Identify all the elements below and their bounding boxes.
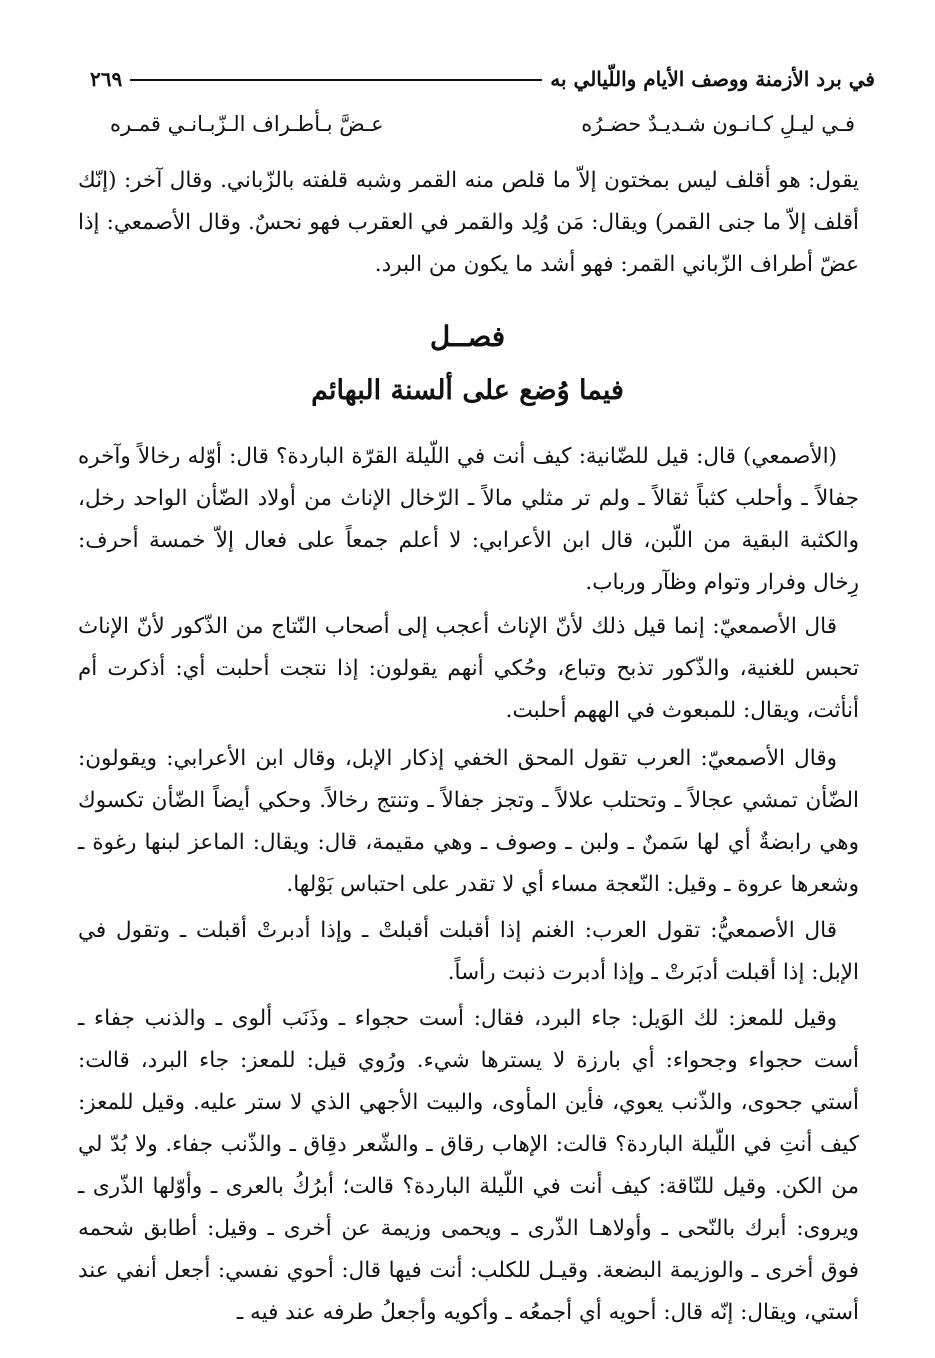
body-block-1 [78, 436, 859, 604]
body-block-4 [78, 910, 859, 994]
header-rule [130, 79, 542, 81]
paragraph-1: (الأصمعي) قال: قيل للضّانية: كيف أنت في اللّيلة القرّة الباردة؟ قال: أوّله رخالاً وآخره جفالاً ـ وأحلب كثباً ثقالاً ـ ولم تر مثلي مالاً ـ الرّخال الإناث من أولاد الضّأن الواحد رخل، والكثبة البقية من اللّبن، قال ابن الأعرابي: لا أعلم جمعاً على فعال إلاّ خمسة أحرف: رِخال وفرار وتوام وظآر ورباب. [78, 444, 859, 595]
section-subheading: فيما وُضع على ألسنة البهائم [311, 375, 624, 406]
verse-second-hemistich: عـضَّ بـأطـراف الـزّبـانـي قمـره [110, 112, 384, 136]
intro-paragraph: يقول: هو أقلف ليس بمختون إلاّ ما قلص منه القمر وشبه قلفته بالزّباني. وقال آخر: (إنّك أقلف إلاّ ما جنى القمر) ويقال: مَن وُلِد والقمر في العقرب فهو نحسٌ. وقال الأصمعي: إذا عضّ أطراف الزّباني القمر: فهو أشد ما يكون من البرد. [78, 168, 859, 277]
paragraph-3: وقال الأصمعيّ: العرب تقول المحق الخفي إذكار الإبل، وقال ابن الأعرابي: ويقولون: الضّأن تمشي عجالاً ـ وتحتلب علالاً ـ وتجز جفالاً ـ وتنتج رخالاً. وحكي أيضاً الضّأن تكسوك وهي رابضةٌ أي لها سَمنٌ ـ ولبن ـ وصوف ـ وهي مقيمة، قال: ويقال: الماعز لبنها رغوة ـ وشعرها عروة ـ وقيل: النّعجة مساء أي لا تقدر على احتباس بَوْلها. [78, 746, 859, 897]
paragraph-5: وقيل للمعز: لك الوَيل: جاء البرد، فقال: أست حجواء ـ وذَنَب ألوى ـ والذنب جفاء ـ أست حجواء وجحواء: أي بارزة لا يسترها شيء. ورُوي قيل: للمعز: جاء البرد، قالت: أستي جحوى، والذّنب يعوي، فأين المأوى، والبيت الأجهي الذي لا ستر عليه. وقيل للمعز: كيف أنتِ في اللّيلة الباردة؟ قالت: الإهاب رقاق ـ والشّعر دقِاق ـ والذّنب جفاء. ولا بُدّ لي من الكن. وقيل للنّاقة: كيف أنت في اللّيلة الباردة؟ قالت؛ أبرُكُ بالعرى ـ وأوّلها الذّرى ـ ويروى: أبرك بالنّحى ـ وأولاهـا الذّرى ـ ويحمى وزيمة عن أخرى ـ وقيل: أطابق شحمه فوق أخرى ـ والوزيمة البضعة. وقيـل للكلب: أنت فيها قال: أحوي نفسي: أجعل أنفي عند أستي، ويقال: إنّه قال: أحويه أي أجمعُه ـ وأكويه وأجعلُ طرفه عند فيه ـ [78, 1006, 859, 1325]
paragraph-2: قال الأصمعيّ: إنما قيل ذلك لأنّ الإناث أعجب إلى أصحاب النّتاج من الذّكور لأنّ الإناث تحبس للغنية، والذّكور تذبح وتباع، وحُكي أنهم يقولون: إذا نتجت أحلبت أي: أذكرت أم أنأثت، ويقال: للمبعوث في الههم أحلبت. [78, 614, 859, 723]
body-block-3 [78, 738, 859, 906]
page-number: ٢٦٩ [90, 67, 123, 91]
page-header [90, 55, 875, 91]
verse-first-hemistich: فـي ليـلِ كـانـون شـديـدٌ حضـرُه [581, 112, 855, 136]
paragraph-4: قال الأصمعيُّ: تقول العرب: الغنم إذا أقبلت أقبلتْ ـ وإذا أدبرتْ أقبلت ـ وتقول في الإبل: إذا أقبلت أدبَرتْ ـ وإذا أدبرت ذنبت رأساً. [78, 918, 859, 985]
body-block-2 [78, 606, 859, 732]
poetry-verse [110, 112, 855, 148]
running-title: في برد الأزمنة ووصف الأيام واللّيالي به [550, 67, 875, 91]
intro-block [78, 160, 859, 286]
body-block-5 [78, 998, 859, 1334]
section-heading: فصــل [429, 320, 506, 353]
